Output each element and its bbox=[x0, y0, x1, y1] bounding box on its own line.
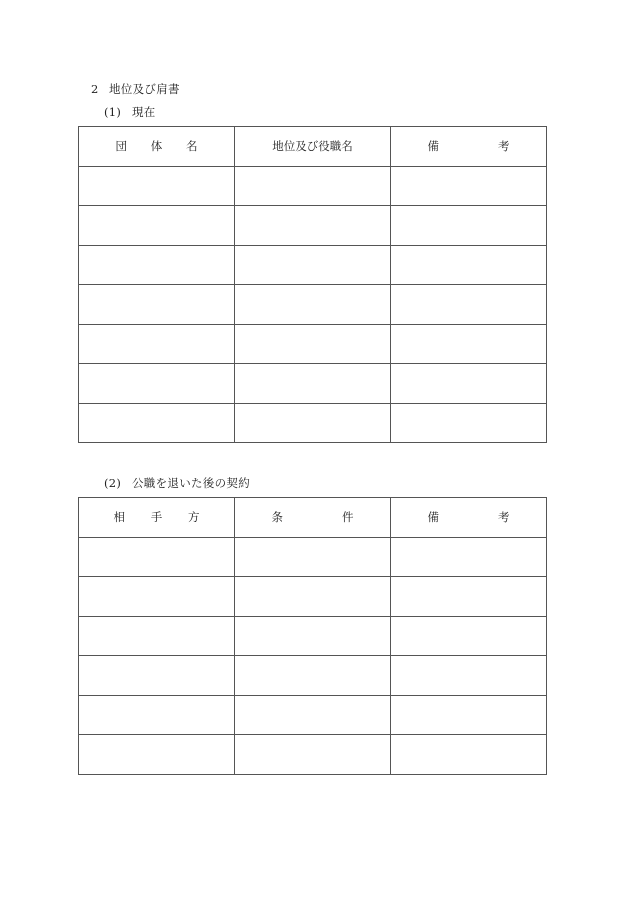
conditions-cell[interactable] bbox=[235, 616, 391, 656]
current-positions-table bbox=[78, 126, 547, 443]
table-row bbox=[79, 245, 547, 285]
header-position bbox=[235, 127, 391, 167]
position-cell[interactable] bbox=[235, 166, 391, 206]
counterparty-cell[interactable] bbox=[79, 577, 235, 617]
header-char: 備 bbox=[427, 510, 439, 525]
conditions-cell[interactable] bbox=[235, 577, 391, 617]
table-row bbox=[79, 577, 547, 617]
section-heading bbox=[91, 82, 180, 96]
remarks-cell[interactable] bbox=[391, 616, 547, 656]
header-org-name bbox=[79, 127, 235, 167]
counterparty-cell[interactable] bbox=[79, 537, 235, 577]
header-char: 手 bbox=[150, 510, 163, 525]
subsection-current-number: (1) bbox=[104, 105, 122, 119]
subsection-contracts-number: (2) bbox=[104, 476, 122, 490]
position-cell[interactable] bbox=[235, 403, 391, 443]
remarks-cell[interactable] bbox=[391, 324, 547, 364]
counterparty-cell[interactable] bbox=[79, 735, 235, 775]
org-cell[interactable] bbox=[79, 403, 235, 443]
subsection-current-heading bbox=[104, 105, 156, 119]
position-cell[interactable] bbox=[235, 364, 391, 404]
post-office-contracts-table bbox=[78, 497, 547, 775]
counterparty-cell[interactable] bbox=[79, 656, 235, 696]
header-char: 備 bbox=[427, 139, 439, 154]
header-char: 団 bbox=[115, 139, 127, 154]
remarks-cell[interactable] bbox=[391, 285, 547, 325]
section-title: 地位及び肩書 bbox=[109, 82, 180, 96]
org-cell[interactable] bbox=[79, 206, 235, 246]
header-char: 条 bbox=[271, 510, 283, 525]
table-row bbox=[79, 695, 547, 735]
remarks-cell[interactable] bbox=[391, 364, 547, 404]
remarks-cell[interactable] bbox=[391, 656, 547, 696]
position-cell[interactable] bbox=[235, 324, 391, 364]
counterparty-cell[interactable] bbox=[79, 616, 235, 656]
header-remarks bbox=[391, 498, 547, 538]
header-char: 名 bbox=[186, 139, 198, 154]
table-row bbox=[79, 616, 547, 656]
org-cell[interactable] bbox=[79, 324, 235, 364]
remarks-cell[interactable] bbox=[391, 403, 547, 443]
table-row bbox=[79, 537, 547, 577]
subsection-current-title: 現在 bbox=[132, 105, 156, 119]
remarks-cell[interactable] bbox=[391, 206, 547, 246]
conditions-cell[interactable] bbox=[235, 656, 391, 696]
header-counterparty bbox=[79, 498, 235, 538]
header-char: 体 bbox=[150, 139, 163, 154]
remarks-cell[interactable] bbox=[391, 735, 547, 775]
header-char: 考 bbox=[498, 139, 510, 154]
counterparty-cell[interactable] bbox=[79, 695, 235, 735]
position-cell[interactable] bbox=[235, 245, 391, 285]
table-header-row bbox=[79, 498, 547, 538]
subsection-contracts-title: 公職を退いた後の契約 bbox=[132, 476, 250, 490]
header-position-label: 地位及び役職名 bbox=[272, 139, 353, 154]
conditions-cell[interactable] bbox=[235, 537, 391, 577]
conditions-cell[interactable] bbox=[235, 695, 391, 735]
table-row bbox=[79, 206, 547, 246]
position-cell[interactable] bbox=[235, 285, 391, 325]
header-char: 考 bbox=[498, 510, 510, 525]
header-char: 相 bbox=[113, 510, 125, 525]
subsection-contracts-heading bbox=[104, 476, 250, 490]
remarks-cell[interactable] bbox=[391, 695, 547, 735]
table-row bbox=[79, 403, 547, 443]
section-number: 2 bbox=[91, 82, 99, 96]
remarks-cell[interactable] bbox=[391, 166, 547, 206]
org-cell[interactable] bbox=[79, 364, 235, 404]
table-row bbox=[79, 364, 547, 404]
org-cell[interactable] bbox=[79, 166, 235, 206]
remarks-cell[interactable] bbox=[391, 245, 547, 285]
org-cell[interactable] bbox=[79, 245, 235, 285]
table-row bbox=[79, 166, 547, 206]
table-header-row bbox=[79, 127, 547, 167]
table-row bbox=[79, 285, 547, 325]
remarks-cell[interactable] bbox=[391, 577, 547, 617]
conditions-cell[interactable] bbox=[235, 735, 391, 775]
table-row bbox=[79, 656, 547, 696]
header-remarks bbox=[391, 127, 547, 167]
header-char: 件 bbox=[342, 510, 354, 525]
table-row bbox=[79, 324, 547, 364]
header-char: 方 bbox=[188, 510, 200, 525]
header-conditions bbox=[235, 498, 391, 538]
org-cell[interactable] bbox=[79, 285, 235, 325]
remarks-cell[interactable] bbox=[391, 537, 547, 577]
table-row bbox=[79, 735, 547, 775]
position-cell[interactable] bbox=[235, 206, 391, 246]
